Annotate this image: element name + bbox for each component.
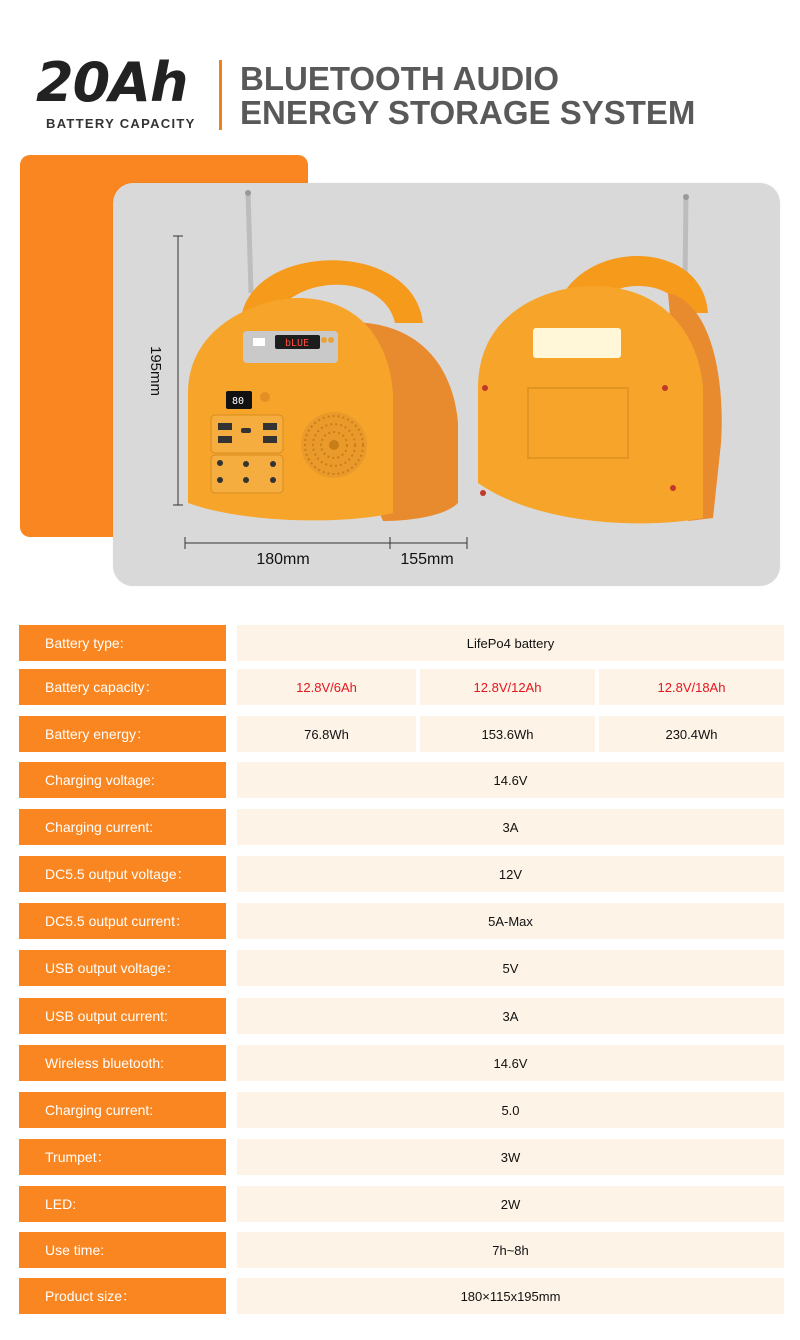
product-photo-card: [113, 183, 780, 586]
spec-label: Trumpet：: [19, 1139, 226, 1175]
spec-value: 12V: [237, 856, 784, 892]
spec-label: USB output current:: [19, 998, 226, 1034]
spec-value-energy-3: 230.4Wh: [599, 716, 784, 752]
spec-value: 2W: [237, 1186, 784, 1222]
spec-label: DC5.5 output current：: [19, 903, 226, 939]
product-illustration: [113, 183, 780, 586]
spec-label: Charging current:: [19, 1092, 226, 1128]
header-divider: [219, 60, 222, 130]
spec-label: USB output voltage：: [19, 950, 226, 986]
spec-row-trumpet: [0, 1139, 800, 1175]
spec-row-battery-type: [0, 625, 800, 661]
spec-value-18ah: 12.8V/18Ah: [599, 669, 784, 705]
page-title: [240, 62, 695, 130]
spec-value: 14.6V: [237, 762, 784, 798]
spec-value: 180×115x195mm: [237, 1278, 784, 1314]
spec-value-12ah: 12.8V/12Ah: [420, 669, 595, 705]
spec-row-led: [0, 1186, 800, 1222]
spec-label: Wireless bluetooth:: [19, 1045, 226, 1081]
spec-row-dc-output-current: [0, 903, 800, 939]
spec-value: 3A: [237, 809, 784, 845]
title-line-1: BLUETOOTH AUDIO: [240, 60, 559, 97]
spec-row-use-time: [0, 1232, 800, 1268]
spec-row-battery-capacity: [0, 669, 800, 705]
spec-row-charging-current: [0, 809, 800, 845]
spec-value: 3A: [237, 998, 784, 1034]
spec-value: 7h~8h: [237, 1232, 784, 1268]
spec-value: LifePo4 battery: [237, 625, 784, 661]
capacity-heading: 20Ah: [36, 51, 188, 114]
spec-label: Charging voltage:: [19, 762, 226, 798]
spec-label: DC5.5 output voltage：: [19, 856, 226, 892]
spec-label: Use time:: [19, 1232, 226, 1268]
spec-row-charging-current-2: [0, 1092, 800, 1128]
spec-row-battery-energy: [0, 716, 800, 752]
spec-value: 5V: [237, 950, 784, 986]
spec-label: LED:: [19, 1186, 226, 1222]
spec-value-6ah: 12.8V/6Ah: [237, 669, 416, 705]
capacity-label: BATTERY CAPACITY: [46, 116, 196, 131]
spec-row-product-size: [0, 1278, 800, 1314]
height-dimension: [147, 236, 183, 505]
spec-row-dc-output-voltage: [0, 856, 800, 892]
spec-label: Product size：: [19, 1278, 226, 1314]
width-depth-dimension: [185, 537, 467, 568]
spec-label: Battery capacity：: [19, 669, 226, 705]
spec-label: Charging current:: [19, 809, 226, 845]
spec-value: 5A-Max: [237, 903, 784, 939]
spec-label: Battery type:: [19, 625, 226, 661]
height-label: 195mm: [147, 345, 164, 397]
spec-row-usb-output-current: [0, 998, 800, 1034]
title-line-2: ENERGY STORAGE SYSTEM: [240, 94, 696, 131]
spec-value-energy-2: 153.6Wh: [420, 716, 595, 752]
spec-value-energy-1: 76.8Wh: [237, 716, 416, 752]
spec-row-wireless-bluetooth: [0, 1045, 800, 1081]
spec-value: 5.0: [237, 1092, 784, 1128]
spec-row-usb-output-voltage: [0, 950, 800, 986]
speaker-back: [478, 194, 722, 523]
panel-display-text: bLUE: [284, 338, 310, 349]
spec-value: 3W: [237, 1139, 784, 1175]
battery-percent-display: 80: [231, 396, 245, 407]
depth-label: 155mm: [400, 551, 454, 568]
spec-value: 14.6V: [237, 1045, 784, 1081]
spec-label: Battery energy：: [19, 716, 226, 752]
speaker-front: [188, 190, 458, 521]
width-label: 180mm: [256, 551, 310, 568]
spec-row-charging-voltage: [0, 762, 800, 798]
